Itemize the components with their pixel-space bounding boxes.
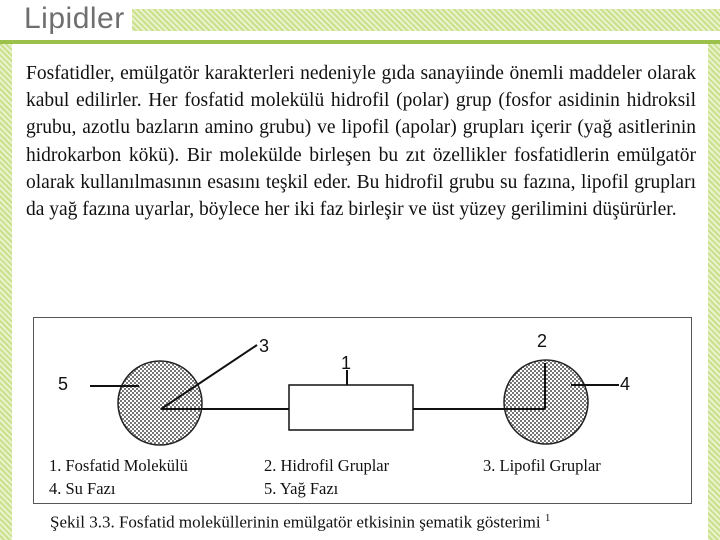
body-paragraph: Fosfatidler, emülgatör karakterleri nedeniyle gıda sanayiinde önemli maddeler olarak kabul edilirler. Her fosfatid molekülü hidrofil (polar) grup (fosfor asidinin hidroksil grubu, azotlu bazların amino grubu) ve lipofil (apolar) grupları içerir (yağ asitlerinin hidrokarbon kökü). Bir molekülde birleşen bu zıt özellikler fosfatidlerin emülgatör olarak kullanılmasının esasını teşkil eder. Bu hidrofil grubu su fazına, lipofil grupları da yağ fazına uyarlar, böylece her iki faz birleşir ve üst yüzey gerilimini düşürürler. xyxy=(26,63,696,221)
caption-text: Şekil 3.3. Fosfatid moleküllerinin emülgatör etkisinin şematik gösterimi xyxy=(50,512,541,532)
hydrophilic-rect xyxy=(289,385,413,430)
slide-header xyxy=(0,0,720,42)
legend-item: 1. Fosfatid Molekülü xyxy=(49,456,188,475)
label-3: 3 xyxy=(259,336,270,356)
phosphatide-diagram xyxy=(33,317,692,504)
label-2: 2 xyxy=(537,331,548,351)
frame-left-border xyxy=(0,44,12,540)
legend-item: 5. Yağ Fazı xyxy=(264,479,339,498)
legend-item: 3. Lipofil Gruplar xyxy=(483,456,601,475)
legend-column-2 xyxy=(264,454,389,500)
legend-column-1 xyxy=(49,454,188,500)
header-decorative-bar xyxy=(132,9,720,31)
label-4: 4 xyxy=(620,374,631,394)
label-1: 1 xyxy=(341,353,352,373)
caption-footnote-mark: 1 xyxy=(544,512,551,524)
frame-right-border xyxy=(708,44,720,540)
left-phase-circle xyxy=(118,361,202,445)
slide-title: Lipidler xyxy=(24,2,125,35)
label-5: 5 xyxy=(58,374,69,394)
figure-caption xyxy=(50,512,550,533)
legend-item: 4. Su Fazı xyxy=(49,479,116,498)
legend-column-3 xyxy=(483,454,601,477)
legend-item: 2. Hidrofil Gruplar xyxy=(264,456,390,475)
